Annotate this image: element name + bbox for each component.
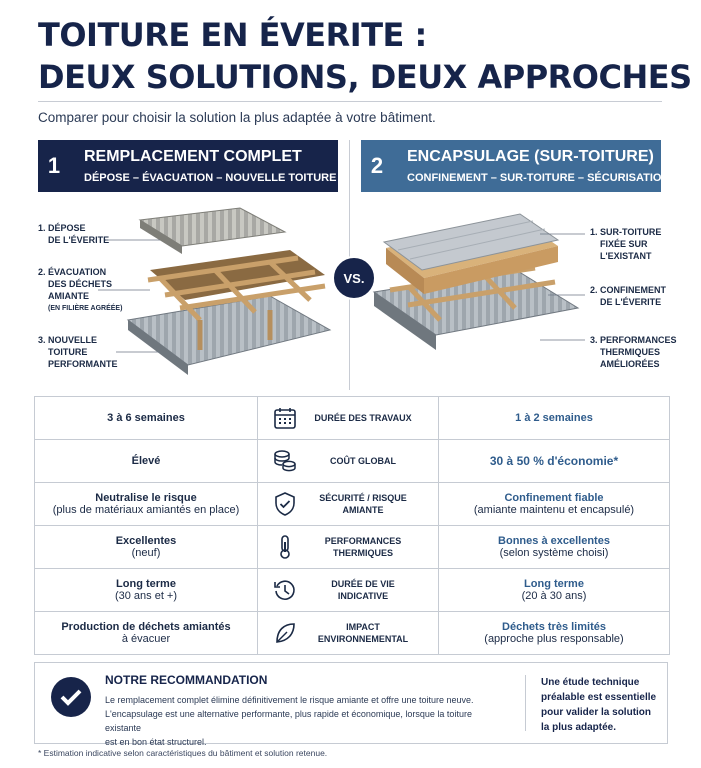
annotation-removal: 1. DÉPOSE DE L'ÉVERITE: [38, 223, 110, 245]
annotation-evacuation-note: (EN FILIÈRE AGRÉÉE): [48, 305, 123, 312]
thermometer-icon: [272, 534, 298, 560]
title-line-1: TOITURE EN ÉVERITE :: [38, 16, 427, 54]
table-row: Neutralise le risque (plus de matériaux amiantés en place) SÉCURITÉ / RISQUE AMIANTE Confinement fiable (amiante maintenu et encapsulé): [35, 483, 670, 526]
clock-history-icon: [272, 577, 298, 603]
coins-icon: [272, 448, 298, 474]
annotation-confinement: 2. CONFINEMENT DE L'ÉVERITE: [590, 285, 667, 307]
panel-subtitle: DÉPOSE – ÉVACUATION – NOUVELLE TOITURE: [84, 172, 337, 184]
title-line-2: DEUX SOLUTIONS, DEUX APPROCHES: [38, 58, 692, 96]
recommendation-heading: NOTRE RECOMMANDATION: [105, 673, 268, 687]
table-row: Production de déchets amiantés à évacuer IMPACT ENVIRONNEMENTAL Déchets très limités (approche plus responsable): [35, 612, 670, 655]
annotation-over-roof: 1. SUR-TOITURE FIXÉE SUR L'EXISTANT: [590, 227, 662, 261]
footnote: * Estimation indicative selon caractéristiques du bâtiment et solution retenue.: [38, 748, 328, 758]
shield-check-icon: [272, 491, 298, 517]
checkmark-circle-icon: [51, 677, 91, 717]
table-row: Excellentes (neuf) PERFORMANCES THERMIQUES Bonnes à excellentes (selon système choisi): [35, 526, 670, 569]
table-row: 3 à 6 semaines DURÉE DES TRAVAUX 1 à 2 semaines: [35, 397, 670, 440]
page-subtitle: Comparer pour choisir la solution la plus adaptée à votre bâtiment.: [38, 110, 436, 125]
panel-title: ENCAPSULAGE (SUR-TOITURE): [407, 148, 654, 165]
panel-title: REMPLACEMENT COMPLET: [84, 148, 302, 165]
vs-badge: VS.: [332, 256, 376, 300]
annotation-thermal: 3. PERFORMANCES THERMIQUES AMÉLIORÉES: [590, 335, 677, 369]
recommendation-box: [34, 662, 668, 747]
recommendation-text: Le remplacement complet élimine définitivement le risque amiante et offre une toiture neuve. L'encapsulage est une alternative performante, plus rapide et économique, lorsque la toiture existante est en bon état structurel.: [105, 695, 474, 747]
annotation-evacuation: 2. ÉVACUATION DES DÉCHETS AMIANTE: [38, 267, 113, 301]
panel-number: 2: [361, 140, 393, 192]
panel-number: 1: [38, 140, 70, 192]
table-row: Élevé COÛT GLOBAL 30 à 50 % d'économie*: [35, 440, 670, 483]
comparison-table: [34, 396, 670, 655]
table-row: Long terme (30 ans et +) DURÉE DE VIE INDICATIVE Long terme (20 à 30 ans): [35, 569, 670, 612]
panel-subtitle: CONFINEMENT – SUR-TOITURE – SÉCURISATION: [407, 172, 670, 184]
leaf-icon: [272, 620, 298, 646]
calendar-icon: [272, 405, 298, 431]
annotation-new-roof: 3. NOUVELLE TOITURE PERFORMANTE: [38, 335, 118, 369]
recommendation-side-note: Une étude technique préalable est essentielle pour valider la solution la plus adaptée.: [541, 677, 657, 733]
recommendation-divider: [525, 675, 526, 731]
